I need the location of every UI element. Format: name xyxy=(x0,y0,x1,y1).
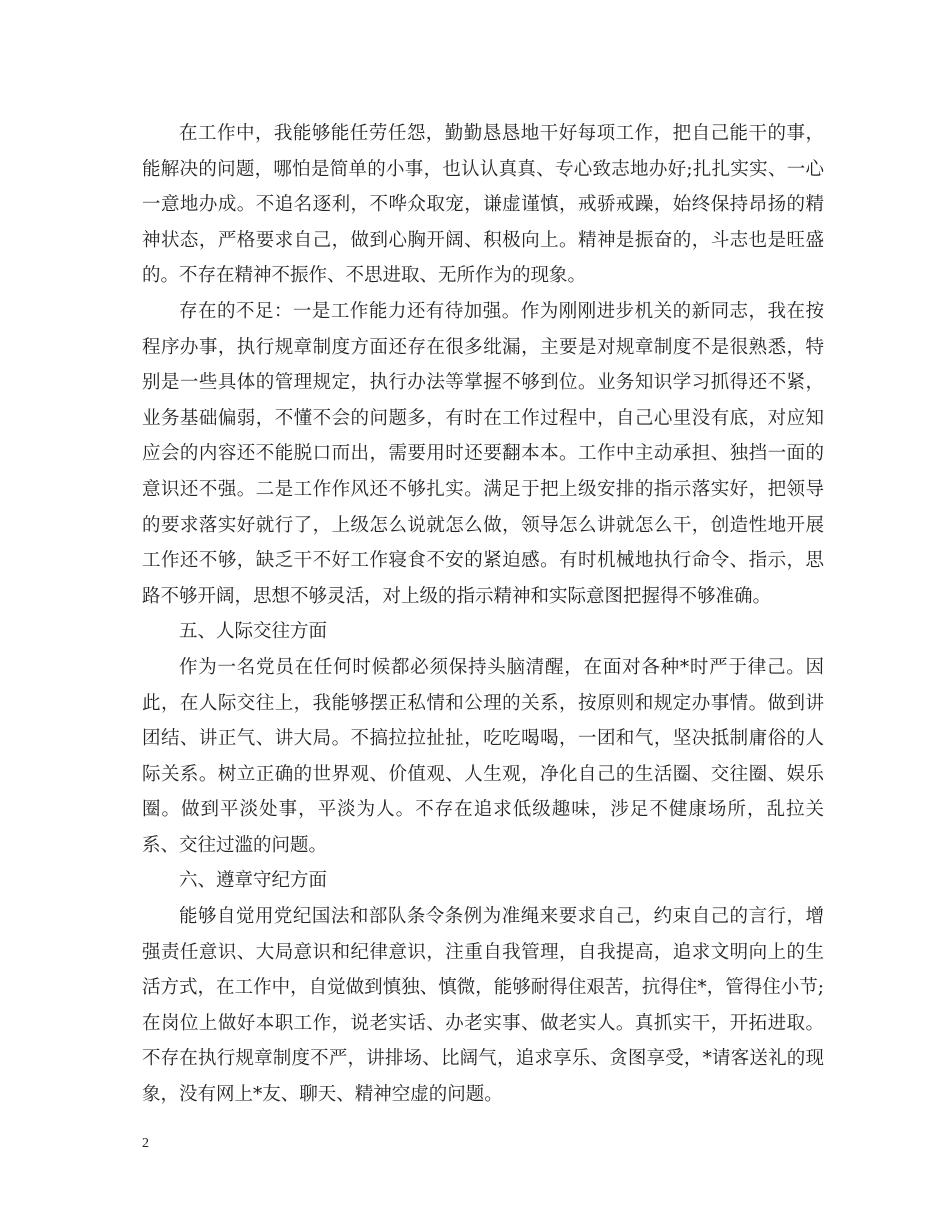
document-body xyxy=(142,116,824,1113)
section-heading-interpersonal: 五、人际交往方面 xyxy=(179,621,328,643)
page-number: 2 xyxy=(142,1136,149,1151)
paragraph-interpersonal: 作为一名党员在任何时候都必须保持头脑清醒，在面对各种*时严于律己。因此，在人际交往上，我能够摆正私情和公理的关系，按原则和规定办事情。做到讲团结、讲正气、讲大局。不搞拉拉扯扯，吃吃喝喝，一团和气，坚决抵制庸俗的人际关系。树立正确的世界观、价值观、人生观，净化自己的生活圈、交往圈、娱乐圈。做到平淡处事，平淡为人。不存在追求低级趣味，涉足不健康场所，乱拉关系、交往过滥的问题。 xyxy=(142,656,824,856)
paragraph-work-attitude: 在工作中，我能够能任劳任怨，勤勤恳恳地干好每项工作，把自己能干的事，能解决的问题，哪怕是简单的小事，也认认真真、专心致志地办好;扎扎实实、一心一意地办成。不追名逐利，不哗众取宠，谦虚谨慎，戒骄戒躁，始终保持昂扬的精神状态，严格要求自己，做到心胸开阔、积极向上。精神是振奋的，斗志也是旺盛的。不存在精神不振作、不思进取、无所作为的现象。 xyxy=(142,123,824,287)
paragraph-shortcomings: 存在的不足：一是工作能力还有待加强。作为刚刚进步机关的新同志，我在按程序办事，执行规章制度方面还存在很多纰漏，主要是对规章制度不是很熟悉，特别是一些具体的管理规定，执行办法等掌握不够到位。业务知识学习抓得还不紧，业务基础偏弱，不懂不会的问题多，有时在工作过程中，自己心里没有底，对应知应会的内容还不能脱口而出，需要用时还要翻本本。工作中主动承担、独挡一面的意识还不强。二是工作作风还不够扎实。满足于把上级安排的指示落实好，把领导的要求落实好就行了，上级怎么说就怎么做，领导怎么讲就怎么干，创造性地开展工作还不够，缺乏干不好工作寝食不安的紧迫感。有时机械地执行命令、指示，思路不够开阔，思想不够灵活，对上级的指示精神和实际意图把握得不够准确。 xyxy=(142,300,824,607)
paragraph-discipline: 能够自觉用党纪国法和部队条令条例为准绳来要求自己，约束自己的言行，增强责任意识、大局意识和纪律意识，注重自我管理，自我提高，追求文明向上的生活方式，在工作中，自觉做到慎独、慎微，能够耐得住艰苦，抗得住*，管得住小节;在岗位上做好本职工作，说老实话、办老实事、做老实人。真抓实干，开拓进取。不存在执行规章制度不严，讲排场、比阔气，追求享乐、贪图享受，*请客送礼的现象，没有网上*友、聊天、精神空虚的问题。 xyxy=(142,906,824,1106)
section-heading-discipline: 六、遵章守纪方面 xyxy=(179,870,328,892)
